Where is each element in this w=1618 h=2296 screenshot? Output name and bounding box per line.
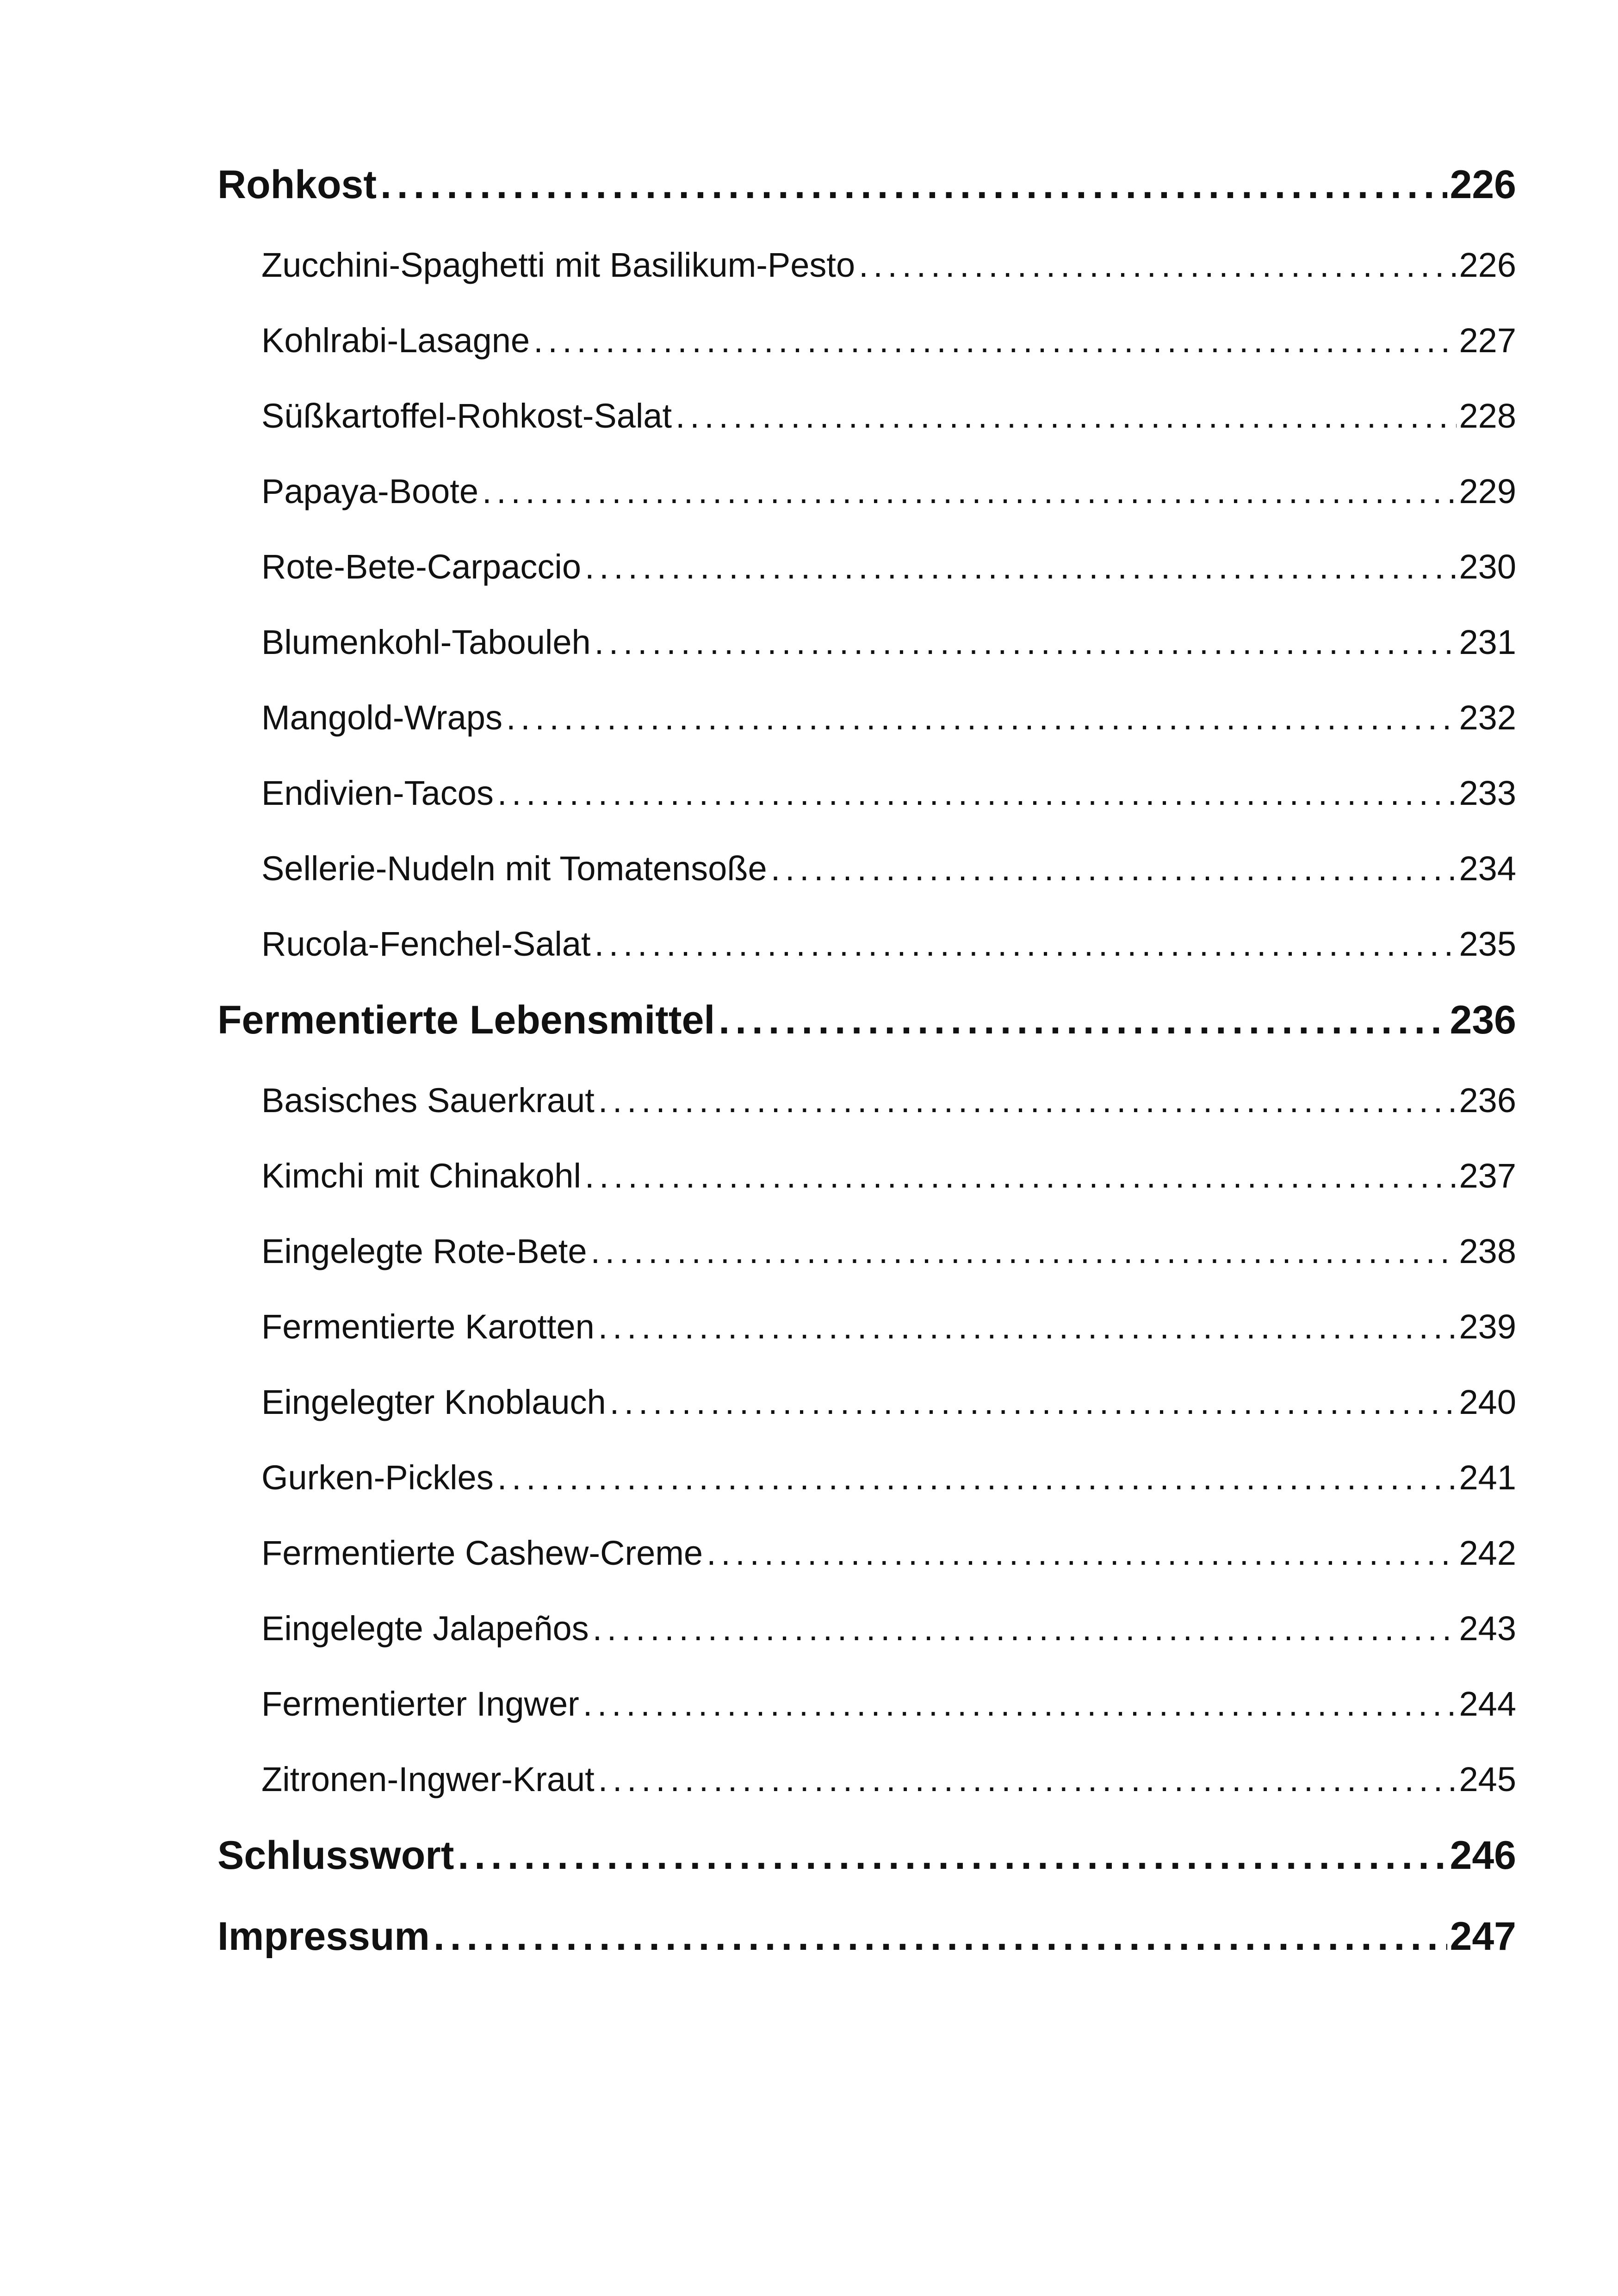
toc-page-number: 246 [1450,1833,1516,1878]
toc-item[interactable] [261,245,1516,296]
toc-section-title: Schlusswort [217,1833,454,1878]
toc-item-title: Gurken-Pickles [261,1458,494,1497]
toc-page-number: 229 [1459,472,1516,510]
dot-leader [595,622,1457,662]
dot-leader [434,1914,1447,1960]
toc-page-number: 242 [1459,1534,1516,1572]
dot-leader [676,396,1457,436]
dot-leader [458,1833,1447,1879]
toc-item-title: Eingelegte Rote-Bete [261,1232,587,1270]
toc-item[interactable] [261,1609,1516,1660]
toc-page-number: 235 [1459,925,1516,963]
toc-item[interactable] [261,547,1516,598]
toc-item[interactable] [261,1760,1516,1811]
toc-item-title: Blumenkohl-Tabouleh [261,623,591,661]
toc-item-title: Basisches Sauerkraut [261,1081,595,1120]
dot-leader [585,1156,1457,1195]
toc-section-impressum[interactable] [217,1914,1516,1969]
toc-section-title: Impressum [217,1914,430,1959]
dot-leader [533,321,1456,360]
toc-page-number: 228 [1459,397,1516,435]
dot-leader [598,1760,1457,1799]
toc-item[interactable] [261,698,1516,749]
toc-section-rohkost[interactable] [217,162,1516,218]
dot-leader [771,849,1457,888]
toc-item[interactable] [261,1232,1516,1282]
toc-page-number: 230 [1459,548,1516,586]
dot-leader [593,1609,1457,1648]
dot-leader [598,1081,1457,1120]
dot-leader [380,162,1447,208]
dot-leader [859,245,1456,285]
dot-leader [585,547,1457,586]
toc-item-title: Eingelegte Jalapeños [261,1609,589,1648]
toc-page-number: 243 [1459,1609,1516,1648]
toc-item-title: Kimchi mit Chinakohl [261,1157,581,1195]
dot-leader [595,924,1457,964]
toc-page-number: 238 [1459,1232,1516,1270]
toc-section-title: Fermentierte Lebensmittel [217,998,715,1042]
toc-page-number: 233 [1459,774,1516,812]
toc-page-number: 239 [1459,1307,1516,1346]
toc-item-title: Rote-Bete-Carpaccio [261,548,581,586]
toc-section-fermentierte-lebensmittel[interactable] [217,997,1516,1053]
toc-item-title: Papaya-Boote [261,472,479,510]
toc-item[interactable] [261,773,1516,824]
toc-page-number: 234 [1459,849,1516,888]
dot-leader [497,773,1457,813]
toc-page-number: 247 [1450,1914,1516,1959]
toc-item[interactable] [261,1684,1516,1735]
toc-item[interactable] [261,1382,1516,1433]
toc-item-title: Rucola-Fenchel-Salat [261,925,591,963]
dot-leader [506,698,1457,737]
toc-item[interactable] [261,396,1516,447]
toc-item-title: Fermentierte Karotten [261,1307,595,1346]
toc-item-title: Zucchini-Spaghetti mit Basilikum-Pesto [261,246,855,284]
toc-page-number: 244 [1459,1685,1516,1723]
toc-section-schlusswort[interactable] [217,1833,1516,1888]
dot-leader [583,1684,1457,1724]
toc-page-number: 236 [1459,1081,1516,1120]
toc-item-title: Süßkartoffel-Rohkost-Salat [261,397,672,435]
toc-item[interactable] [261,849,1516,900]
toc-item-title: Zitronen-Ingwer-Kraut [261,1760,595,1798]
dot-leader [497,1458,1457,1497]
toc-page-number: 226 [1450,162,1516,207]
toc-item-title: Eingelegter Knoblauch [261,1383,606,1421]
toc-item-title: Sellerie-Nudeln mit Tomatensoße [261,849,767,888]
toc-page-number: 240 [1459,1383,1516,1421]
toc-page-number: 241 [1459,1458,1516,1497]
toc-page-number: 231 [1459,623,1516,661]
toc-page-number: 237 [1459,1157,1516,1195]
toc-item[interactable] [261,1156,1516,1207]
toc-item-title: Kohlrabi-Lasagne [261,321,530,360]
toc-item[interactable] [261,1458,1516,1509]
toc-section-title: Rohkost [217,162,377,207]
toc-page-number: 226 [1459,246,1516,284]
toc-page-number: 245 [1459,1760,1516,1798]
toc-item[interactable] [261,1307,1516,1358]
toc-page-number: 227 [1459,321,1516,360]
dot-leader [482,472,1457,511]
dot-leader [610,1382,1457,1422]
dot-leader [590,1232,1456,1271]
toc-item-title: Fermentierter Ingwer [261,1685,579,1723]
toc-item[interactable] [261,622,1516,673]
toc-item[interactable] [261,472,1516,523]
toc-item[interactable] [261,321,1516,372]
toc-item[interactable] [261,924,1516,975]
dot-leader [598,1307,1457,1346]
toc-item-title: Fermentierte Cashew-Creme [261,1534,703,1572]
toc-item[interactable] [261,1533,1516,1584]
toc-item-title: Endivien-Tacos [261,774,494,812]
dot-leader [719,997,1447,1043]
toc-item[interactable] [261,1081,1516,1132]
toc-item-title: Mangold-Wraps [261,698,502,737]
dot-leader [707,1533,1456,1573]
toc-page-number: 236 [1450,998,1516,1042]
toc-page-number: 232 [1459,698,1516,737]
